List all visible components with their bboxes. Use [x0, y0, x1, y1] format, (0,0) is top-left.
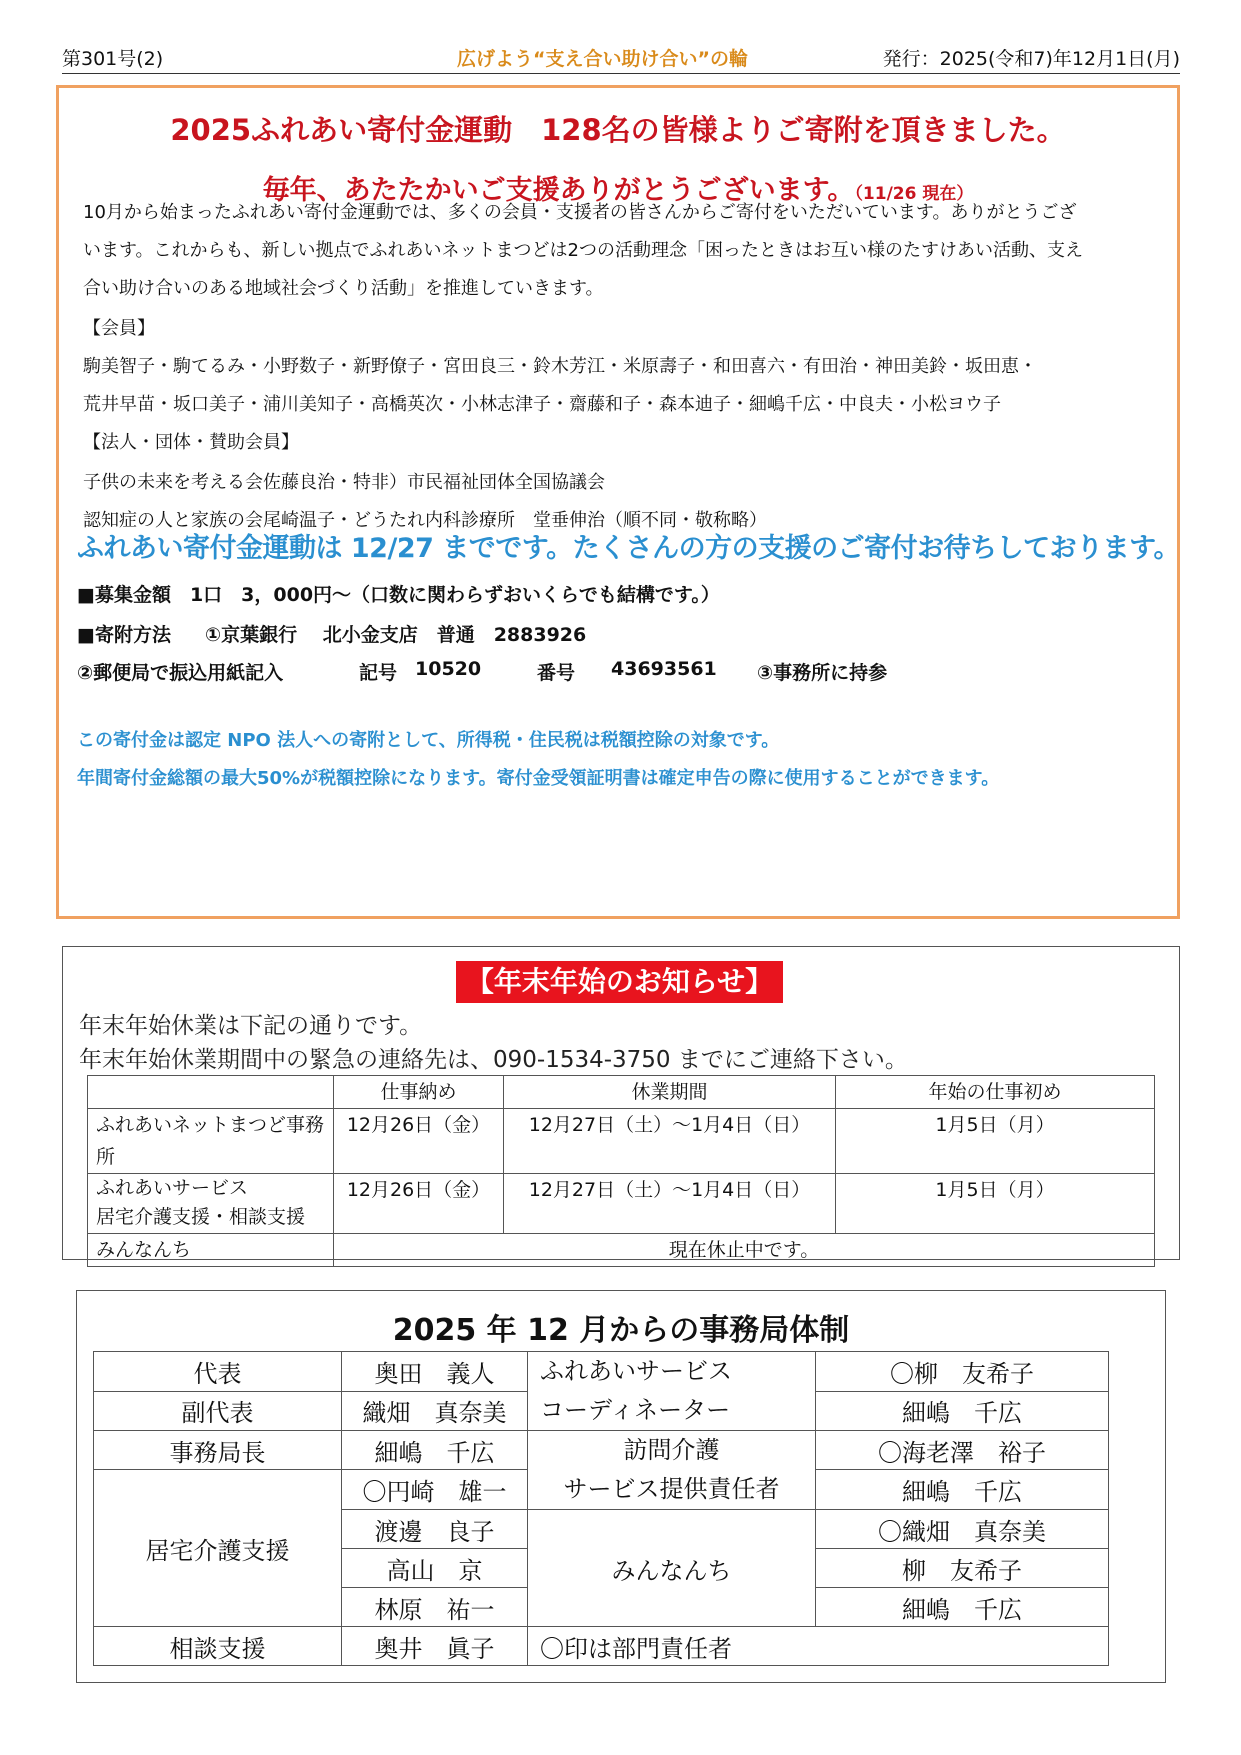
postal-number: 43693561 — [611, 658, 717, 680]
row-first-day: 1月5日（月） — [836, 1174, 1155, 1234]
row-name: みんなんち — [88, 1234, 334, 1267]
structure-table — [93, 1351, 1109, 1666]
members-heading: 【会員】 — [83, 318, 155, 339]
row-period: 12月27日（土）～1月4日（日） — [504, 1174, 836, 1234]
name-home-care-support: 林原 祐一 — [342, 1588, 528, 1627]
role-coordinator — [528, 1352, 816, 1431]
structure-title: 2025 年 12 月からの事務局体制 — [392, 1313, 850, 1348]
tax-note-1: この寄付金は認定 NPO 法人への寄附として、所得税・住民税は税額控除の対象です。 — [77, 730, 780, 751]
row-last-day: 12月26日（金） — [334, 1174, 504, 1234]
row-name-line-1: ふれあいサービス — [96, 1177, 249, 1199]
name-secretary-general: 細嶋 千広 — [342, 1431, 528, 1470]
holiday-table — [87, 1075, 1155, 1267]
name-coordinator: 細嶋 千広 — [816, 1391, 1109, 1431]
name-minnanchi: 〇織畑 真奈美 — [816, 1510, 1109, 1549]
members-line-2: 荒井早苗・坂口美子・浦川美知子・高橋英次・小林志津子・齋藤和子・森本迪子・細嶋千広・中良夫・小松ヨウ子 — [83, 394, 1001, 415]
issue-number: 第301号(2) — [62, 48, 164, 70]
column-header: 仕事納め — [334, 1076, 504, 1109]
newsletter-slogan: 広げよう“支え合い助け合い”の輪 — [457, 48, 748, 70]
table-row — [88, 1109, 1155, 1174]
column-header: 休業期間 — [504, 1076, 836, 1109]
name-representative: 奥田 義人 — [342, 1352, 528, 1392]
role-representative: 代表 — [94, 1352, 342, 1392]
leader-mark-note: 〇印は部門責任者 — [528, 1627, 1109, 1666]
method-label: ■寄附方法 — [77, 624, 171, 646]
role-home-visit-line-2: サービス提供責任者 — [563, 1475, 780, 1503]
notice-line-1: 年末年始休業は下記の通りです。 — [79, 1013, 423, 1039]
name-home-care-support: 渡邊 良子 — [342, 1510, 528, 1549]
row-period: 12月27日（土）～1月4日（日） — [504, 1109, 836, 1174]
bank-account: ①京葉銀行 北小金支店 普通 2883926 — [205, 624, 587, 646]
deadline-notice: ふれあい寄付金運動は 12/27 までです。たくさんの方の支援のご寄付お待ちしております。 — [77, 533, 1180, 564]
corporate-line-1: 子供の未来を考える会佐藤良治・特非）市民福祉団体全国協議会 — [83, 472, 605, 493]
year-end-notice — [62, 946, 1180, 1260]
intro-line-2: います。これからも、新しい拠点でふれあいネットまつどは2つの活動理念「困ったときはお互い様のたすけあい活動、支え — [83, 240, 1084, 261]
role-home-care-support: 居宅介護支援 — [94, 1470, 342, 1627]
postal-label: ②郵便局で振込用紙記入 — [77, 662, 284, 684]
notice-title: 【年末年始のお知らせ】 — [456, 961, 783, 1003]
page-header — [62, 42, 1180, 74]
column-header — [88, 1076, 334, 1109]
role-coordinator-line-2: コーディネーター — [540, 1396, 731, 1424]
postal-number-label: 番号 — [537, 662, 576, 684]
column-header: 年始の仕事初め — [836, 1076, 1155, 1109]
intro-line-3: 合い助け合いのある地域社会づくり活動」を推進していきます。 — [83, 278, 604, 299]
donation-method — [77, 620, 1157, 646]
table-row — [88, 1234, 1155, 1267]
donation-subtitle-note: （11/26 現在） — [854, 184, 974, 204]
name-minnanchi: 細嶋 千広 — [816, 1588, 1109, 1627]
table-row — [94, 1352, 1109, 1392]
role-home-visit-line-1: 訪問介護 — [623, 1436, 720, 1464]
role-vice-representative: 副代表 — [94, 1391, 342, 1431]
name-vice-representative: 織畑 真奈美 — [342, 1391, 528, 1431]
corporate-line-2: 認知症の人と家族の会尾崎温子・どうたれ内科診療所 堂垂伸治（順不同・敬称略） — [83, 510, 767, 531]
postal-code-label: 記号 — [359, 662, 398, 684]
donation-subtitle-text: 毎年、あたたかいご支援ありがとうございます。 — [262, 175, 855, 206]
office-structure — [76, 1290, 1166, 1683]
role-secretary-general: 事務局長 — [94, 1431, 342, 1470]
members-line-1: 駒美智子・駒てるみ・小野数子・新野僚子・宮田良三・鈴木芳江・米原壽子・和田喜六・有田治・神田美鈴・坂田恵・ — [83, 356, 1037, 377]
name-home-care-support: 〇円崎 雄一 — [342, 1470, 528, 1510]
name-consultation-support: 奥井 眞子 — [342, 1627, 528, 1666]
row-last-day: 12月26日（金） — [334, 1109, 504, 1174]
postal-transfer — [77, 658, 1157, 684]
tax-note-2: 年間寄付金総額の最大50%が税額控除になります。寄付金受領証明書は確定申告の際に使用することができます。 — [77, 768, 1000, 789]
row-first-day: 1月5日（月） — [836, 1109, 1155, 1174]
table-row — [94, 1431, 1109, 1470]
role-consultation-support: 相談支援 — [94, 1627, 342, 1666]
donation-title: 2025ふれあい寄付金運動 128名の皆様よりご寄附を頂きました。 — [170, 113, 1066, 147]
notice-line-2: 年末年始休業期間中の緊急の連絡先は、090-1534-3750 までにご連絡下さい。 — [79, 1047, 908, 1073]
role-home-visit — [528, 1431, 816, 1510]
name-home-visit: 細嶋 千広 — [816, 1470, 1109, 1510]
name-minnanchi: 柳 友希子 — [816, 1549, 1109, 1588]
donation-section — [56, 85, 1180, 919]
table-header-row — [88, 1076, 1155, 1109]
name-coordinator: 〇柳 友希子 — [816, 1352, 1109, 1392]
donation-amount: ■募集金額 1口 3，000円～（口数に関わらずおいくらでも結構です。） — [77, 584, 720, 606]
name-home-care-support: 高山 京 — [342, 1549, 528, 1588]
corporate-heading: 【法人・団体・賛助会員】 — [83, 432, 299, 453]
row-name: ふれあいネットまつど事務所 — [88, 1109, 334, 1174]
office-delivery: ③事務所に持参 — [757, 662, 888, 684]
name-home-visit: 〇海老澤 裕子 — [816, 1431, 1109, 1470]
table-row — [94, 1627, 1109, 1666]
row-name — [88, 1174, 334, 1234]
row-name-line-2: 居宅介護支援・相談支援 — [96, 1206, 306, 1228]
publish-date: 発行：2025(令和7)年12月1日(月) — [882, 48, 1180, 70]
row-status: 現在休止中です。 — [334, 1234, 1155, 1267]
postal-code: 10520 — [415, 658, 482, 680]
role-minnanchi: みんなんち — [528, 1510, 816, 1627]
intro-line-1: 10月から始まったふれあい寄付金運動では、多くの会員・支援者の皆さんからご寄付をいただいています。ありがとうござ — [83, 202, 1077, 223]
table-row — [88, 1174, 1155, 1234]
role-coordinator-line-1: ふれあいサービス — [540, 1357, 732, 1385]
